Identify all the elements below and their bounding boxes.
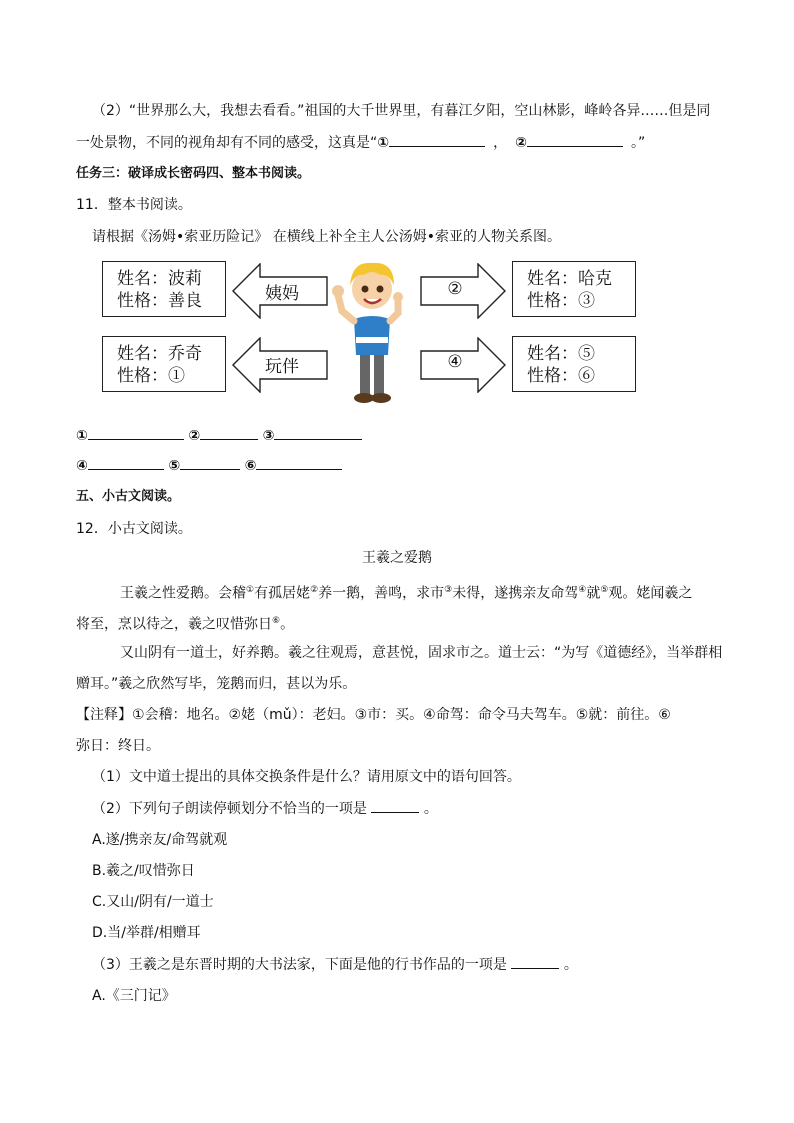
relation-box-aunt	[102, 261, 226, 317]
answer-blank[interactable]	[88, 425, 184, 440]
note-ref: ⑥	[272, 616, 281, 626]
subquestion-1: （1）文中道士提出的具体交换条件是什么？请用原文中的语句回答。	[92, 769, 521, 785]
answer-blank[interactable]	[371, 798, 419, 813]
box-trait: 性格：①	[117, 366, 185, 386]
note-ref: ②	[310, 585, 319, 595]
q10-2-text: （2）“世界那么大，我想去看看。”祖国的大千世界里，有暮江夕阳，空山林影，峰岭各异……但是同	[92, 103, 711, 119]
relation-box-playmate	[102, 336, 226, 392]
q10-2-line2	[76, 131, 722, 155]
separator: ，	[493, 135, 508, 151]
task-heading: 任务三：破译成长密码四、整本书阅读。	[76, 166, 311, 181]
box-trait: 性格：⑥	[527, 366, 595, 386]
note-ref: ③	[444, 585, 453, 595]
subquestion-2	[92, 797, 722, 821]
relation-box-unknown	[512, 336, 636, 392]
note-ref: ①	[246, 585, 255, 595]
q12-number: 12．小古文阅读。	[76, 521, 192, 537]
box-name: 姓名：波莉	[117, 269, 202, 289]
text: 将至，烹以待之，羲之叹惜弥日	[76, 616, 272, 633]
quote-end: 。”	[630, 135, 646, 151]
text: （2）下列句子朗读停顿划分不恰当的一项是	[92, 801, 367, 817]
passage-p2-line2: 赠耳。”羲之欣然写毕，笼鹅而归，甚以为乐。	[76, 676, 357, 692]
answer-label: ④	[76, 458, 88, 474]
answer-label-2: ②	[515, 135, 527, 151]
answer-blank[interactable]	[511, 954, 559, 969]
passage-p1-line1	[120, 578, 722, 606]
answer-label: ②	[188, 428, 201, 444]
text: 有孤居姥	[254, 585, 311, 602]
notes-line2: 弥日：终日。	[76, 738, 160, 754]
text: 观。姥闻羲之	[608, 585, 693, 602]
box-name: 姓名：乔奇	[117, 344, 202, 364]
q10-2-text2: 一处景物，不同的视角却有不同的感受，这真是“	[76, 135, 378, 151]
answer-label: ⑤	[168, 458, 181, 474]
q10-2-line1	[92, 99, 722, 123]
q11-number: 11．整本书阅读。	[76, 197, 192, 213]
text: 王羲之性爱鹅。会稽	[120, 585, 246, 602]
option-b: B.羲之/叹惜弥日	[92, 863, 195, 879]
box-name: 姓名：哈克	[527, 269, 612, 289]
arrow-label-aunt: 姨妈	[265, 284, 299, 304]
option-a: A.遂/携亲友/命驾就观	[92, 832, 228, 848]
passage-p1-line2	[76, 609, 722, 637]
passage-p2-line1: 又山阴有一道士，好养鹅。羲之往观焉，意甚悦，固求市之。道士云：“为写《道德经》，当举群相	[120, 645, 723, 661]
notes-line1: 【注释】①会稽：地名。②姥（mǔ）：老妇。③市：买。④命驾：命令马夫驾车。⑤就：前往。⑥	[76, 707, 671, 723]
text: （3）王羲之是东晋时期的大书法家，下面是他的行书作品的一项是	[92, 957, 507, 973]
tom-sawyer-illustration	[332, 255, 412, 407]
answer-label: ⑥	[244, 458, 257, 474]
answer-label: ③	[262, 428, 275, 444]
option-c: C.又山/阴有/一道士	[92, 894, 214, 910]
option-d: D.当/举群/相赠耳	[92, 925, 201, 941]
text: 。	[423, 801, 438, 817]
text: 养一鹅，善鸣，求市	[318, 585, 445, 602]
section-heading: 五、小古文阅读。	[76, 489, 181, 504]
text: 。	[563, 957, 578, 973]
note-ref: ④	[578, 585, 587, 595]
box-name: 姓名：⑤	[527, 344, 595, 364]
box-trait: 性格：善良	[117, 291, 202, 311]
answer-blank[interactable]	[88, 455, 164, 470]
answer-blank[interactable]	[256, 455, 342, 470]
answer-blank[interactable]	[180, 455, 240, 470]
arrow-label-2: ②	[447, 279, 463, 299]
answer-label-1: ①	[377, 135, 390, 151]
answers-row-1	[76, 424, 722, 448]
answer-label: ①	[76, 428, 88, 444]
arrow-label-playmate: 玩伴	[265, 357, 299, 377]
passage-title: 王羲之爱鹅	[362, 550, 432, 566]
text: 未得，遂携亲友命驾	[452, 585, 579, 602]
subquestion-3	[92, 953, 722, 977]
q11-instruction: 请根据《汤姆•索亚历险记》 在横线上补全主人公汤姆•索亚的人物关系图。	[92, 229, 561, 245]
arrow-label-4: ④	[447, 352, 463, 372]
relation-box-huck	[512, 261, 636, 317]
answer-blank-2[interactable]	[527, 132, 623, 147]
answer-blank[interactable]	[274, 425, 362, 440]
note-ref: ⑤	[600, 585, 609, 595]
answer-blank-1[interactable]	[389, 132, 485, 147]
subquestion-3-option-a: A.《三门记》	[92, 988, 176, 1004]
box-trait: 性格：③	[527, 291, 595, 311]
text: 。	[280, 616, 295, 633]
answer-blank[interactable]	[200, 425, 258, 440]
text: 就	[586, 585, 601, 602]
answers-row-2	[76, 454, 722, 478]
